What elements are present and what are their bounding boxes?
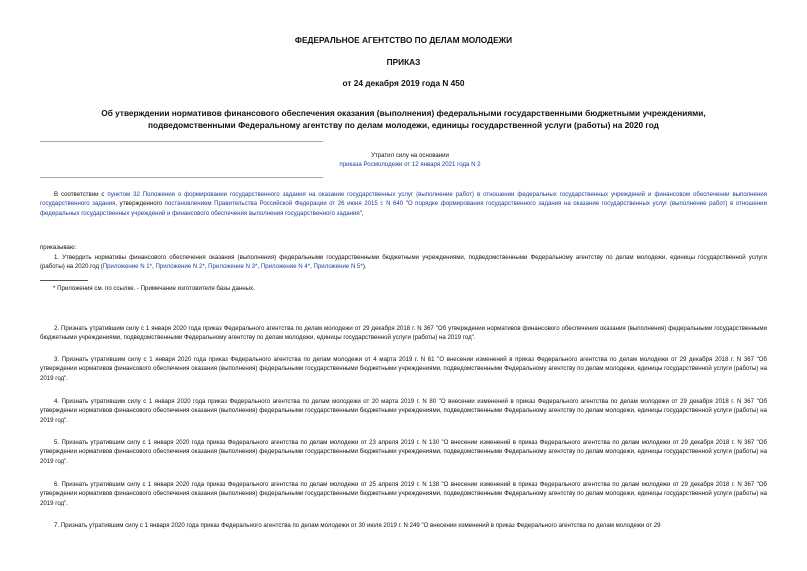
appendix-separator: , (152, 263, 156, 271)
document-type: ПРИКАЗ (386, 57, 421, 67)
status-block (330, 151, 490, 169)
item-3-paragraph: 3. Признать утратившим силу с 1 января 2020 года приказ Федерального агентства по делам молодежи от 4 марта 2019 г. N 61 "О внесении изменений в приказ Федерального агентства по делам молодежи от 29 декабря 2018 г. N 367 "Об утверждении нормативов финансового обеспечения оказания (выполнения) федеральными государственными бюджетными учреждениями, подведомственными Федеральному агентству по делам молодежи, единицы государственной услуги (работы) на 2019 год". (40, 356, 767, 382)
status-repeal-link[interactable]: приказа Росмолодежи от 12 января 2021 года N 2 (339, 161, 481, 168)
order-word: приказываю: (40, 244, 77, 251)
item-7-paragraph: 7. Признать утратившим силу с 1 января 2020 года приказ Федерального агентства по делам молодежи от 30 июля 2019 г. N 249 "О внесении изменений в приказ Федерального агентства по делам молодежи от 29 (54, 522, 661, 529)
preamble-text-3: " (403, 200, 408, 208)
item-4-paragraph: 4. Признать утратившим силу с 1 января 2020 года приказ Федерального агентства по делам молодежи от 20 марта 2019 г. N 80 "О внесении изменений в приказ Федерального агентства по делам молодежи от 29 декабря 2018 г. N 367 "Об утверждении нормативов финансового обеспечения оказания (выполнения) федеральными государственными бюджетными учреждениями, подведомственными Федеральному агентству по делам молодежи, единицы государственной услуги (работы) на 2019 год". (40, 398, 767, 424)
item-1-text: 1. Утвердить нормативы финансового обеспечения оказания (выполнения) федеральными государственными бюджетными учреждениями, подведомственными Федеральному агентству по делам молодежи, единицы государственной услуги (работы) на 2020 год ( (40, 254, 767, 271)
resolution-link[interactable]: постановлением Правительства Российской Федерации от 26 июня 2015 г. N 640 (164, 200, 404, 208)
appendix-separator: , (310, 263, 314, 271)
document-title-line-1: Об утверждении нормативов финансового обеспечения оказания (выполнения) федеральными государственными бюджетными учреждениями, (101, 108, 706, 118)
preamble-text-4: ", (359, 209, 364, 217)
status-text: Утратил силу на основании (371, 152, 449, 159)
preamble-text-1: В соответствии с (54, 191, 108, 198)
appendix-separator: , (204, 263, 209, 271)
divider-bottom (40, 177, 323, 178)
regulation-link[interactable]: пунктом 32 Положения о формировании государственного задания на оказание государственных услуг (выполнение работ) в отношении федеральных государственных учреждений и финансовом обеспечении выполнения государственного задания (40, 191, 767, 208)
footnote: * Приложения см. по ссылке. - Примечание изготовителя базы данных. (53, 285, 255, 292)
item-5-paragraph: 5. Признать утратившим силу с 1 января 2020 года приказ Федерального агентства по делам молодежи от 23 апреля 2019 г. N 130 "О внесении изменений в приказ Федерального агентства по делам молодежи от 29 декабря 2018 г. N 367 "Об утверждении нормативов финансового обеспечения оказания (выполнения) федеральными государственными бюджетными учреждениями, подведомственными Федеральному агентству по делам молодежи, единицы государственной услуги (работы) на 2019 год". (40, 439, 767, 465)
resolution-title-link[interactable]: О порядке формирования государственного задания на оказание государственных услуг (выполнение работ) в отношении федеральных государственных учреждений и финансового обеспечения выполнения государственного задания (40, 200, 767, 217)
item-2-paragraph: 2. Признать утратившим силу с 1 января 2020 года приказ Федерального агентства по делам молодежи от 29 декабря 2018 г. N 367 "Об утверждении нормативов финансового обеспечения оказания (выполнения) федеральными государственными бюджетными учреждениями, подведомственными Федеральному агентству по делам молодежи, единицы государственной услуги (работы) на 2019 год". (40, 325, 767, 342)
appendix-1-link[interactable]: Приложение N 1* (102, 263, 153, 271)
item-1-paragraph (40, 253, 767, 272)
appendix-3-link[interactable]: Приложение N 3* (208, 263, 258, 271)
appendix-5-link[interactable]: Приложение N 5* (313, 263, 363, 271)
appendix-4-link[interactable]: Приложение N 4* (260, 263, 311, 271)
divider-top (40, 141, 323, 142)
preamble-text-2: , утвержденного (115, 200, 165, 208)
document-title-line-2: подведомственными Федеральному агентству по делам молодежи, единицы государственной услуги (работы) на 2020 год (148, 120, 659, 130)
item-6-paragraph: 6. Признать утратившим силу с 1 января 2020 года приказ Федерального агентства по делам молодежи от 25 апреля 2019 г. N 138 "О внесении изменений в приказ Федерального агентства по делам молодежи от 29 декабря 2018 г. N 367 "Об утверждении нормативов финансового обеспечения оказания (выполнения) федеральными государственными бюджетными учреждениями, подведомственными Федеральному агентству по делам молодежи, единицы государственной услуги (работы) на 2019 год". (40, 481, 767, 507)
appendix-2-link[interactable]: Приложение N 2* (155, 263, 205, 271)
document-date-number: от 24 декабря 2019 года N 450 (342, 78, 465, 88)
appendix-separator: , (257, 263, 261, 271)
item-1-end: ). (362, 263, 367, 271)
document-title (40, 107, 767, 131)
preamble-paragraph (40, 190, 767, 218)
agency-name: ФЕДЕРАЛЬНОЕ АГЕНТСТВО ПО ДЕЛАМ МОЛОДЕЖИ (294, 35, 513, 45)
footnote-divider (40, 280, 88, 281)
